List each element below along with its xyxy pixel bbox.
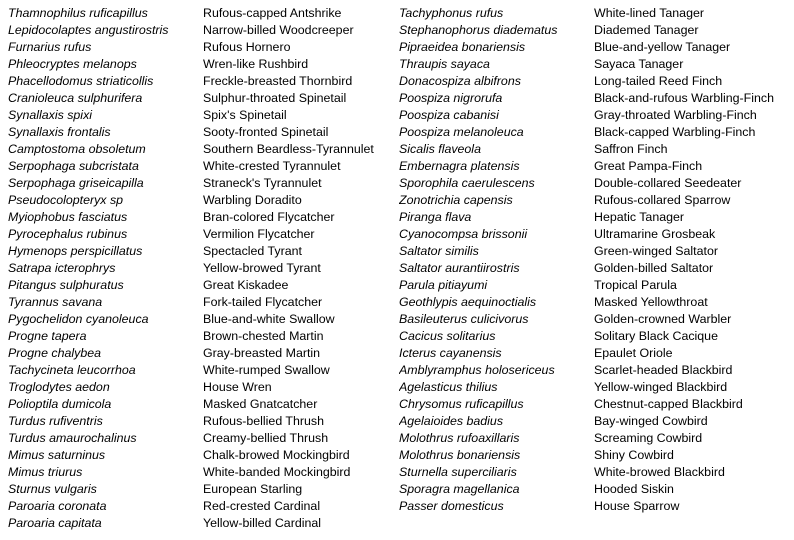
table-row [8, 175, 784, 192]
scientific-name: Stephanophorus diadematus [399, 23, 558, 37]
common-name: Rufous Hornero [203, 40, 291, 54]
common-name: Screaming Cowbird [594, 431, 703, 445]
scientific-name: Sporagra magellanica [399, 482, 520, 496]
scientific-name: Agelaioides badius [399, 414, 504, 428]
scientific-name: Serpophaga subcristata [8, 159, 139, 173]
scientific-name: Saltator aurantiirostris [399, 261, 520, 275]
scientific-name: Turdus amaurochalinus [8, 431, 137, 445]
common-name: Bran-colored Flycatcher [203, 210, 335, 224]
scientific-name: Sicalis flaveola [399, 142, 481, 156]
common-name: Gray-throated Warbling-Finch [594, 108, 757, 122]
scientific-name: Amblyramphus holosericeus [399, 363, 555, 377]
common-name: Straneck's Tyrannulet [203, 176, 322, 190]
common-name: Solitary Black Cacique [594, 329, 718, 343]
scientific-name: Zonotrichia capensis [399, 193, 513, 207]
common-name: Red-crested Cardinal [203, 499, 321, 513]
table-row [8, 345, 784, 362]
common-name: Southern Beardless-Tyrannulet [203, 142, 374, 156]
common-name: Gray-breasted Martin [203, 346, 321, 360]
common-name: White-crested Tyrannulet [203, 159, 341, 173]
common-name: Wren-like Rushbird [203, 57, 309, 71]
scientific-name: Furnarius rufus [8, 40, 92, 54]
common-name: Sayaca Tanager [594, 57, 684, 71]
common-name: Golden-crowned Warbler [594, 312, 732, 326]
scientific-name: Pyrocephalus rubinus [8, 227, 128, 241]
common-name: Brown-chested Martin [203, 329, 324, 343]
common-name: Yellow-browed Tyrant [203, 261, 321, 275]
common-name: Scarlet-headed Blackbird [594, 363, 733, 377]
table-row [8, 294, 784, 311]
species-rows [8, 5, 784, 532]
scientific-name: Parula pitiayumi [399, 278, 488, 292]
scientific-name: Poospiza melanoleuca [399, 125, 524, 139]
table-row [8, 515, 784, 532]
table-row [8, 396, 784, 413]
common-name: Vermilion Flycatcher [203, 227, 315, 241]
common-name: White-browed Blackbird [594, 465, 725, 479]
common-name: Creamy-bellied Thrush [203, 431, 329, 445]
species-list [8, 5, 784, 532]
scientific-name: Donacospiza albifrons [399, 74, 521, 88]
table-row [8, 107, 784, 124]
common-name: Chalk-browed Mockingbird [203, 448, 350, 462]
table-row [8, 277, 784, 294]
scientific-name: Sturnus vulgaris [8, 482, 97, 496]
common-name: Epaulet Oriole [594, 346, 673, 360]
common-name: Tropical Parula [594, 278, 677, 292]
scientific-name: Tyrannus savana [8, 295, 103, 309]
common-name: European Starling [203, 482, 303, 496]
scientific-name: Agelasticus thilius [399, 380, 498, 394]
table-row [8, 481, 784, 498]
table-row [8, 141, 784, 158]
common-name: Yellow-billed Cardinal [203, 516, 322, 530]
common-name: Hooded Siskin [594, 482, 674, 496]
common-name: Masked Gnatcatcher [203, 397, 318, 411]
scientific-name: Tachycineta leucorrhoa [8, 363, 136, 377]
common-name: Long-tailed Reed Finch [594, 74, 723, 88]
table-row [8, 328, 784, 345]
common-name: Spix's Spinetail [203, 108, 287, 122]
scientific-name: Embernagra platensis [399, 159, 520, 173]
scientific-name: Phacellodomus striaticollis [8, 74, 154, 88]
common-name: Great Pampa-Finch [594, 159, 703, 173]
scientific-name: Icterus cayanensis [399, 346, 502, 360]
empty-cell [594, 515, 784, 532]
scientific-name: Piranga flava [399, 210, 472, 224]
table-row [8, 209, 784, 226]
common-name: Hepatic Tanager [594, 210, 685, 224]
table-row [8, 430, 784, 447]
scientific-name: Tachyphonus rufus [399, 6, 504, 20]
common-name: Double-collared Seedeater [594, 176, 742, 190]
common-name: Diademed Tanager [594, 23, 699, 37]
table-row [8, 90, 784, 107]
common-name: Shiny Cowbird [594, 448, 674, 462]
scientific-name: Thamnophilus ruficapillus [8, 6, 148, 20]
table-row [8, 124, 784, 141]
table-row [8, 39, 784, 56]
scientific-name: Molothrus rufoaxillaris [399, 431, 520, 445]
scientific-name: Chrysomus ruficapillus [399, 397, 524, 411]
common-name: Black-capped Warbling-Finch [594, 125, 756, 139]
common-name: Blue-and-white Swallow [203, 312, 335, 326]
scientific-name: Mimus saturninus [8, 448, 106, 462]
scientific-name: Saltator similis [399, 244, 479, 258]
scientific-name: Progne chalybea [8, 346, 101, 360]
common-name: House Wren [203, 380, 272, 394]
scientific-name: Myiophobus fasciatus [8, 210, 128, 224]
scientific-name: Serpophaga griseicapilla [8, 176, 144, 190]
common-name: Ultramarine Grosbeak [594, 227, 716, 241]
common-name: Narrow-billed Woodcreeper [203, 23, 354, 37]
table-row [8, 226, 784, 243]
common-name: White-rumped Swallow [203, 363, 330, 377]
empty-cell [399, 515, 594, 532]
common-name: Fork-tailed Flycatcher [203, 295, 323, 309]
scientific-name: Lepidocolaptes angustirostris [8, 23, 169, 37]
common-name: Warbling Doradito [203, 193, 302, 207]
table-row [8, 498, 784, 515]
scientific-name: Geothlypis aequinoctialis [399, 295, 537, 309]
scientific-name: Satrapa icterophrys [8, 261, 116, 275]
common-name: Black-and-rufous Warbling-Finch [594, 91, 774, 105]
common-name: Yellow-winged Blackbird [594, 380, 728, 394]
common-name: Spectacled Tyrant [203, 244, 302, 258]
scientific-name: Pipraeidea bonariensis [399, 40, 526, 54]
scientific-name: Pygochelidon cyanoleuca [8, 312, 149, 326]
table-row [8, 192, 784, 209]
scientific-name: Troglodytes aedon [8, 380, 110, 394]
scientific-name: Thraupis sayaca [399, 57, 490, 71]
table-row [8, 243, 784, 260]
table-row [8, 22, 784, 39]
table-row [8, 362, 784, 379]
table-row [8, 379, 784, 396]
scientific-name: Molothrus bonariensis [399, 448, 521, 462]
scientific-name: Phleocryptes melanops [8, 57, 137, 71]
table-row [8, 260, 784, 277]
common-name: Golden-billed Saltator [594, 261, 714, 275]
scientific-name: Paroaria capitata [8, 516, 102, 530]
common-name: Saffron Finch [594, 142, 668, 156]
scientific-name: Sporophila caerulescens [399, 176, 535, 190]
table-row [8, 447, 784, 464]
scientific-name: Pseudocolopteryx sp [8, 193, 124, 207]
common-name: Masked Yellowthroat [594, 295, 708, 309]
common-name: White-lined Tanager [594, 6, 704, 20]
scientific-name: Poospiza cabanisi [399, 108, 499, 122]
scientific-name: Cranioleuca sulphurifera [8, 91, 143, 105]
scientific-name: Cacicus solitarius [399, 329, 496, 343]
table-row [8, 311, 784, 328]
common-name: Sulphur-throated Spinetail [203, 91, 347, 105]
common-name: Green-winged Saltator [594, 244, 718, 258]
table-row [8, 5, 784, 22]
scientific-name: Synallaxis frontalis [8, 125, 111, 139]
table-row [8, 56, 784, 73]
common-name: Sooty-fronted Spinetail [203, 125, 329, 139]
common-name: Rufous-collared Sparrow [594, 193, 731, 207]
scientific-name: Passer domesticus [399, 499, 504, 513]
common-name: Rufous-bellied Thrush [203, 414, 324, 428]
scientific-name: Polioptila dumicola [8, 397, 112, 411]
common-name: Bay-winged Cowbird [594, 414, 708, 428]
table-row [8, 158, 784, 175]
scientific-name: Camptostoma obsoletum [8, 142, 146, 156]
scientific-name: Paroaria coronata [8, 499, 107, 513]
scientific-name: Mimus triurus [8, 465, 83, 479]
common-name: Blue-and-yellow Tanager [594, 40, 731, 54]
common-name: Freckle-breasted Thornbird [203, 74, 353, 88]
scientific-name: Pitangus sulphuratus [8, 278, 124, 292]
scientific-name: Hymenops perspicillatus [8, 244, 143, 258]
common-name: White-banded Mockingbird [203, 465, 351, 479]
scientific-name: Progne tapera [8, 329, 87, 343]
scientific-name: Cyanocompsa brissonii [399, 227, 528, 241]
scientific-name: Poospiza nigrorufa [399, 91, 503, 105]
common-name: Rufous-capped Antshrike [203, 6, 342, 20]
common-name: House Sparrow [594, 499, 680, 513]
table-row [8, 464, 784, 481]
scientific-name: Sturnella superciliaris [399, 465, 517, 479]
scientific-name: Turdus rufiventris [8, 414, 103, 428]
scientific-name: Synallaxis spixi [8, 108, 93, 122]
common-name: Chestnut-capped Blackbird [594, 397, 743, 411]
table-row [8, 73, 784, 90]
scientific-name: Basileuterus culicivorus [399, 312, 529, 326]
table-row [8, 413, 784, 430]
common-name: Great Kiskadee [203, 278, 289, 292]
